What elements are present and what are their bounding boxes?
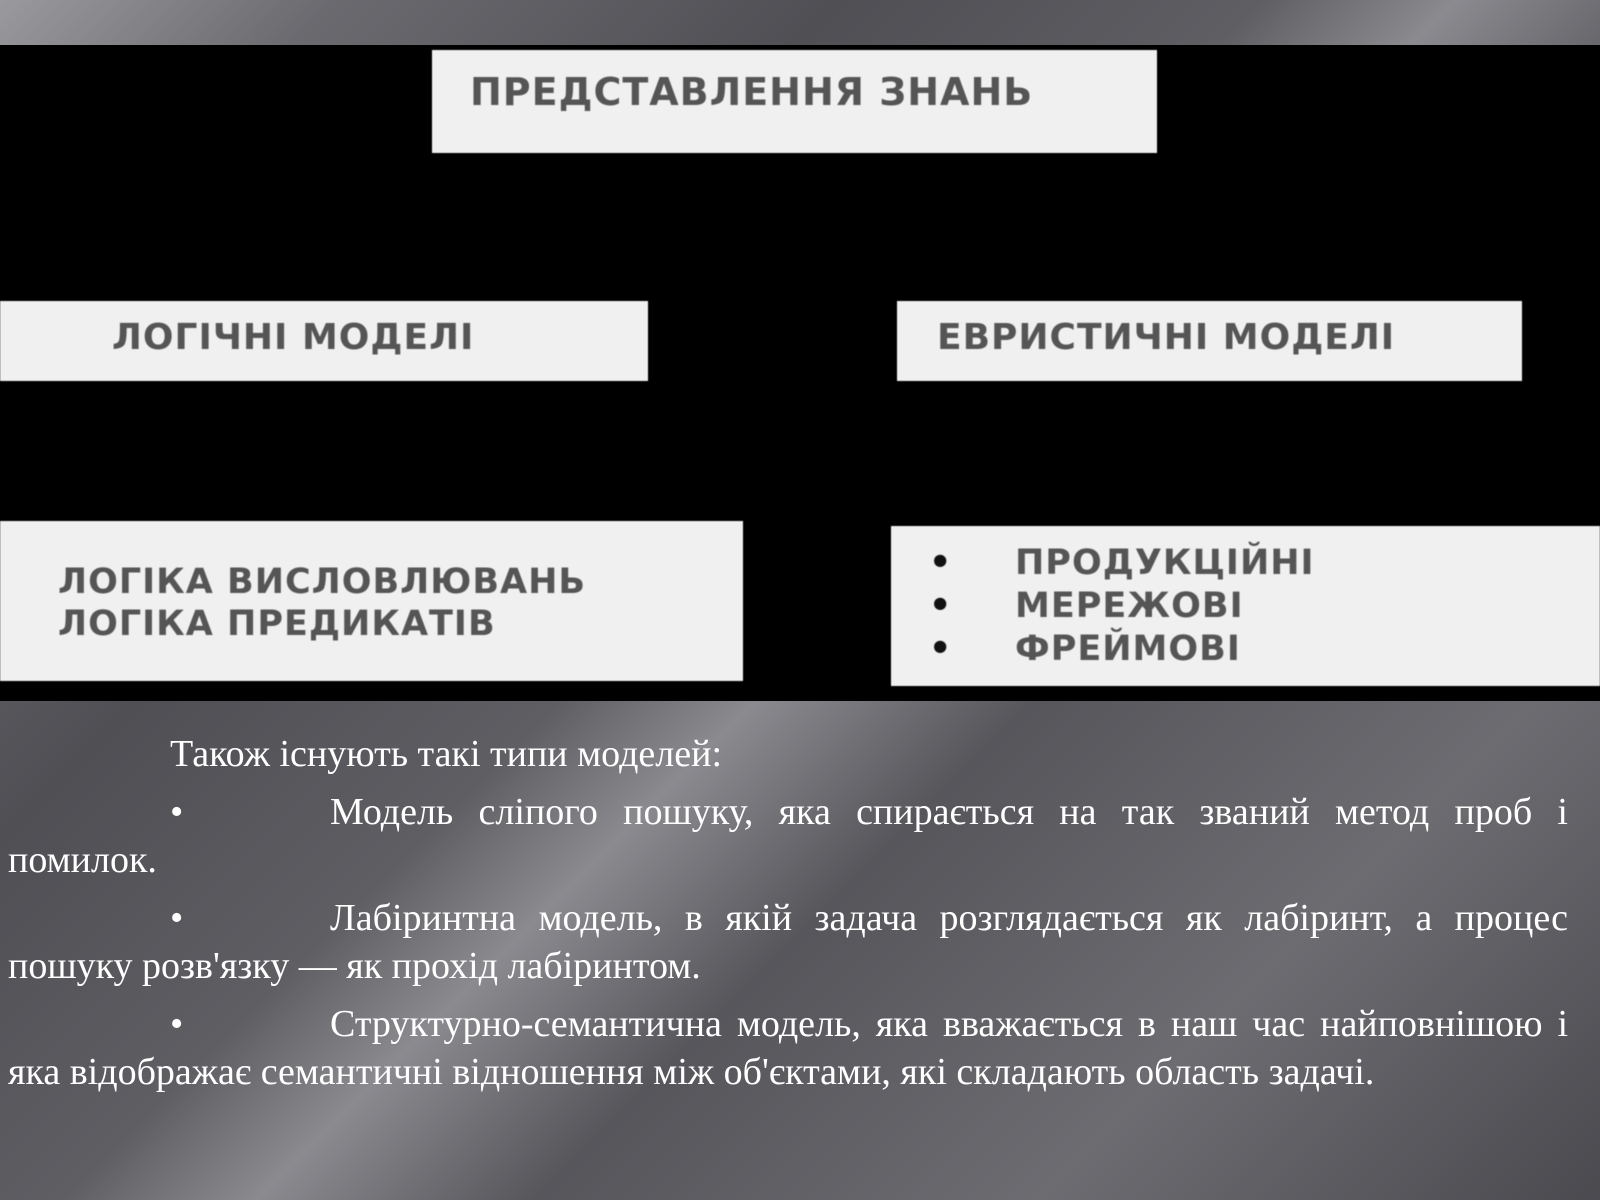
bullet-icon: • xyxy=(170,1003,184,1045)
logical-item: ЛОГІКА ВИСЛОВЛЮВАНЬ xyxy=(58,562,587,602)
heuristic-item: ФРЕЙМОВІ xyxy=(1015,629,1241,669)
logical-models-list xyxy=(0,521,743,681)
bullet-icon: • xyxy=(929,543,953,583)
heuristic-item: МЕРЕЖОВІ xyxy=(1015,586,1244,626)
list-paragraph xyxy=(8,788,1568,884)
heuristic-item-row xyxy=(929,542,1600,585)
heuristic-models-list xyxy=(891,526,1600,686)
list-item-text: Модель сліпого пошуку, яка спирається на так званий метод проб і помилок. xyxy=(8,791,1568,881)
list-paragraph xyxy=(8,1000,1568,1096)
heuristic-item-row xyxy=(929,628,1600,671)
bullet-icon: • xyxy=(929,629,953,669)
heuristic-item-row xyxy=(929,585,1600,628)
logical-models-label: ЛОГІЧНІ МОДЕЛІ xyxy=(112,317,475,358)
bullet-icon: • xyxy=(170,791,184,833)
diagram-root-box xyxy=(432,50,1157,153)
heuristic-models-label: ЕВРИСТИЧНІ МОДЕЛІ xyxy=(937,317,1396,358)
slide-body-text xyxy=(8,730,1568,1106)
heuristic-item: ПРОДУКЦІЙНІ xyxy=(1015,543,1315,583)
knowledge-representation-diagram xyxy=(0,45,1600,701)
bullet-icon: • xyxy=(170,897,184,939)
bullet-icon: • xyxy=(929,586,953,626)
logical-item: ЛОГІКА ПРЕДИКАТІВ xyxy=(58,604,496,644)
logical-models-box xyxy=(0,301,648,381)
heuristic-models-box xyxy=(897,301,1522,381)
diagram-root-label: ПРЕДСТАВЛЕННЯ ЗНАНЬ xyxy=(470,70,1034,114)
list-paragraph xyxy=(8,894,1568,990)
list-item-text: Структурно-семантична модель, яка вважається в наш час найповнішою і яка відображає семантичні відношення між об'єктами, які складають область задачі. xyxy=(8,1003,1568,1093)
list-item-text: Лабіринтна модель, в якій задача розглядається як лабіринт, а процес пошуку розв'язку — як прохід лабіринтом. xyxy=(8,897,1568,987)
intro-paragraph: Також існують такі типи моделей: xyxy=(170,733,723,775)
